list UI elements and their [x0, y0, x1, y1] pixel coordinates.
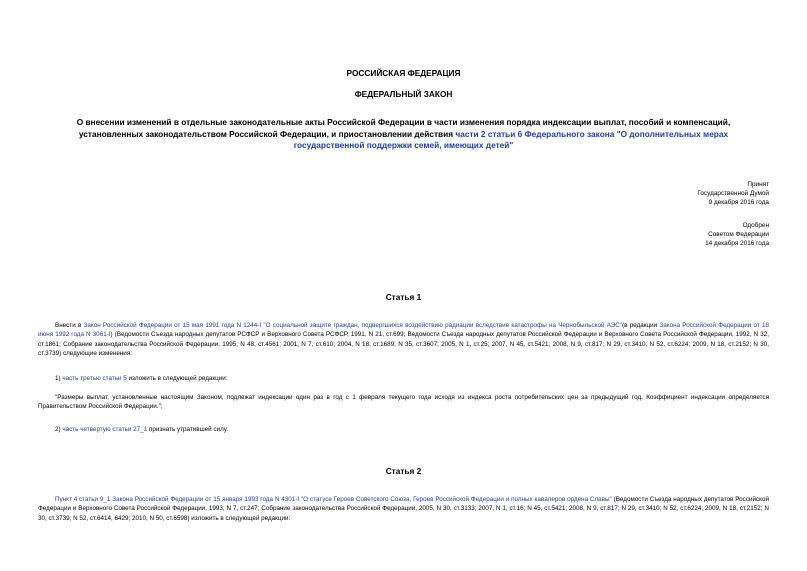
article2-heading: Статья 2	[385, 466, 422, 476]
law-title	[30, 117, 777, 152]
law-title-link-cont[interactable]: государственной поддержки семей, имеющих детей"	[293, 140, 514, 150]
article2-intro-rest: (Ведомости Съезда народных депутатов Российской Федерации и Верховного Совета Российской Федерации, 1993, N 7, ст.247; Собрание законодательства Российской Федерации, 2005, N 30, ст.3133; 2007, N 1, ст.16; N 45, ст.5421; 2008, N 9, ст.817; N 29, ст.3410; N 52, ст.6224; 2009, N 18, ст.2152; N 30, ст.3739; N 52, ст.6414, 6429; 2010, N 50, ст.6598) изложить в следующей редакции:	[38, 496, 769, 522]
item2-link[interactable]: часть четвертую статьи 27_1	[62, 426, 148, 433]
approved-by: Советом Федерации	[708, 231, 769, 238]
approved-block	[705, 221, 769, 248]
article1-quote: "Размеры выплат, установленные настоящим Законом, подлежат индексации один раз в год с 1 февраля текущего года исходя из индекса роста потребительских цен за предыдущий год. Коэффициент индексации определяется Правительством Российской Федерации.";	[38, 394, 769, 411]
accepted-block	[697, 180, 769, 207]
item2-text: признать утратившей силу.	[147, 426, 229, 433]
law-title-link[interactable]: части 2 статьи 6 Федерального закона "О дополнительных мерах	[455, 128, 729, 139]
article2-intro	[38, 495, 769, 523]
item1-number: 1)	[55, 375, 63, 382]
article1-intro-mid: (в редакции	[622, 322, 660, 329]
approved-date: 14 декабря 2016 года	[705, 240, 769, 247]
article1-intro	[38, 321, 769, 359]
country-heading: РОССИЙСКАЯ ФЕДЕРАЦИЯ	[346, 68, 461, 78]
accepted-by: Государственной Думой	[697, 190, 769, 197]
accepted-word: Принят	[747, 181, 769, 188]
article1-intro-rest: ) (Ведомости Съезда народных депутатов РСФСР и Верховного Совета РСФСР, 1991, N 21, ст.699; Ведомости Съезда народных депутатов Российской Федерации и Верховного Совета Российской Федерации, 1992, N 32, ст.1861; Собрание законодательства Российской Федерации, 1995, N 48, ст.4561; 2001, N 7, ст.610; 2004, N 18, ст.1689; N 35, ст.3607; 2005, N 1, ст.25; 2007, N 45, ст.5421; 2008, N 9, ст.817; N 29, ст.3410; N 52, ст.6224; 2009, N 18, ст.2152; N 30, ст.3739) следующие изменения:	[38, 331, 769, 358]
article1-item1	[38, 374, 769, 383]
article1-heading: Статья 1	[385, 292, 422, 302]
law-title-line1: О внесении изменений в отдельные законодательные акты Российской Федерации в части изменения порядка индексации выплат, пособий и компенсаций,	[76, 117, 731, 127]
item1-text: изложить в следующей редакции:	[126, 375, 228, 382]
article1-item2	[38, 425, 769, 434]
item1-link[interactable]: часть третью статьи 5	[62, 375, 127, 382]
accepted-date: 9 декабря 2016 года	[708, 199, 769, 206]
article1-amend-link[interactable]: Закона Российской Федерации от 18 июня 1992 года N 3061-I	[38, 322, 769, 339]
article1-law-link[interactable]: Закон Российской Федерации от 15 мая 1991 года N 1244-I "О социальной защите граждан, подвергшихся воздействию радиации вследствие катастрофы на Чернобыльской АЭС"	[83, 322, 623, 329]
article2-law-link[interactable]: Пункт 4 статьи 9_1 Закона Российской Федерации от 15 января 1993 года N 4301-I "О статусе Героев Советского Союза, Героев Российской Федерации и полных кавалеров ордена Славы"	[55, 496, 612, 503]
article1-intro-prefix: Внести в	[55, 322, 84, 329]
approved-word: Одобрен	[742, 222, 769, 229]
item2-number: 2)	[55, 426, 63, 433]
law-title-line2: установленных законодательством Российской Федерации, и приостановлении действия	[78, 128, 456, 139]
law-type-heading: ФЕДЕРАЛЬНЫЙ ЗАКОН	[354, 89, 453, 99]
